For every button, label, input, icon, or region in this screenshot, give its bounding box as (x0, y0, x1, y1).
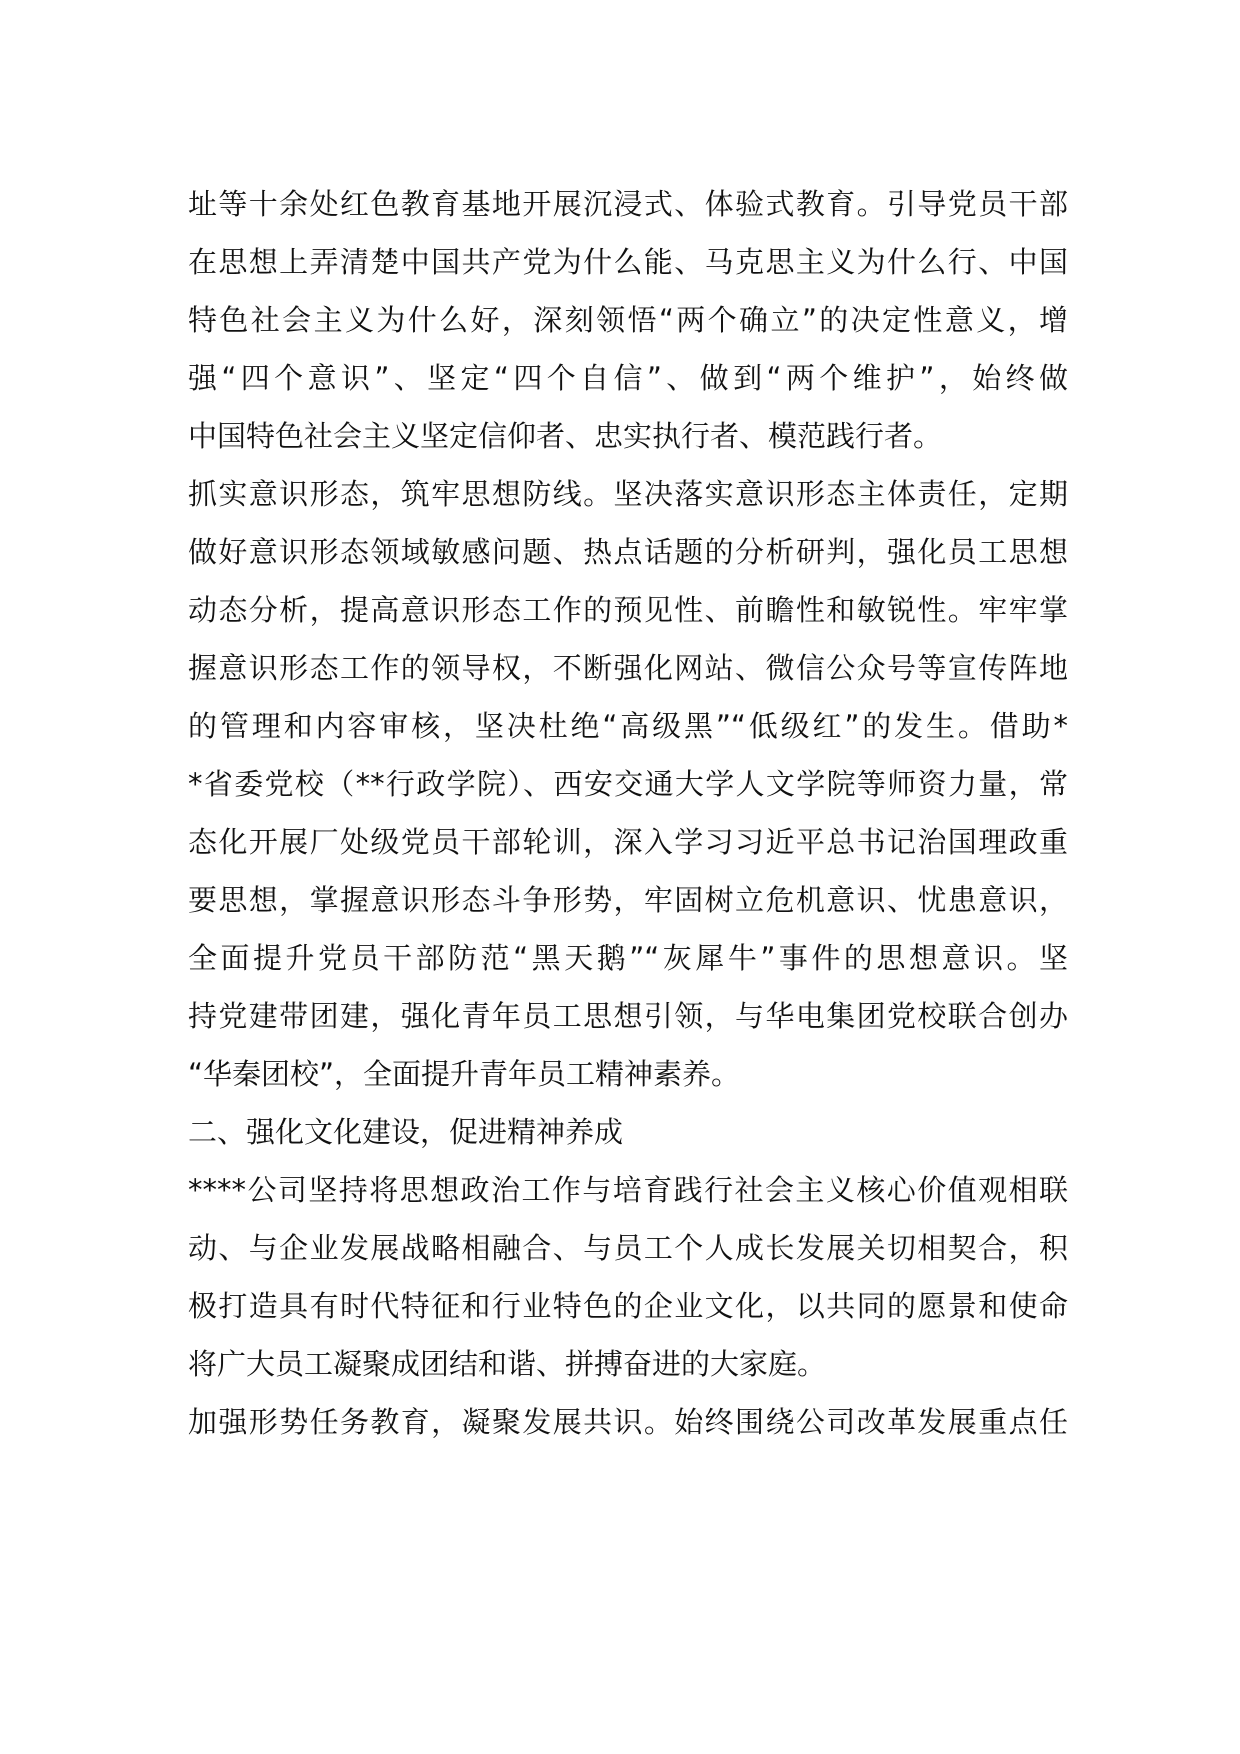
text-line: 握意识形态工作的领导权，不断强化网站、微信公众号等宣传阵地 (188, 651, 1068, 685)
text-line: 动、与企业发展战略相融合、与员工个人成长发展关切相契合，积 (188, 1231, 1068, 1265)
text-line: 址等十余处红色教育基地开展沉浸式、体验式教育。引导党员干部 (188, 187, 1068, 221)
text-line: 态化开展厂处级党员干部轮训，深入学习习近平总书记治国理政重 (188, 825, 1068, 859)
text-line: 在思想上弄清楚中国共产党为什么能、马克思主义为什么行、中国 (188, 245, 1068, 279)
text-line: 抓实意识形态，筑牢思想防线。坚决落实意识形态主体责任，定期 (188, 477, 1068, 511)
text-line: 动态分析，提高意识形态工作的预见性、前瞻性和敏锐性。牢牢掌 (188, 593, 1068, 627)
text-line: 做好意识形态领域敏感问题、热点话题的分析研判，强化员工思想 (188, 535, 1068, 569)
text-line: 特色社会主义为什么好，深刻领悟“两个确立”的决定性意义，增 (188, 303, 1068, 337)
text-line: 全面提升党员干部防范“黑天鹅”“灰犀牛”事件的思想意识。坚 (188, 941, 1068, 975)
text-line: 中国特色社会主义坚定信仰者、忠实执行者、模范践行者。 (188, 419, 943, 453)
text-line: 持党建带团建，强化青年员工思想引领，与华电集团党校联合创办 (188, 999, 1068, 1033)
text-line: 将广大员工凝聚成团结和谐、拼搏奋进的大家庭。 (188, 1347, 827, 1381)
text-line: ****公司坚持将思想政治工作与培育践行社会主义核心价值观相联 (188, 1173, 1068, 1207)
text-line: “华秦团校”，全面提升青年员工精神素养。 (188, 1057, 741, 1091)
section-heading: 二、强化文化建设，促进精神养成 (188, 1115, 624, 1149)
text-line: 加强形势任务教育，凝聚发展共识。始终围绕公司改革发展重点任 (188, 1405, 1068, 1439)
text-line: 极打造具有时代特征和行业特色的企业文化，以共同的愿景和使命 (188, 1289, 1068, 1323)
text-line: 要思想，掌握意识形态斗争形势，牢固树立危机意识、忧患意识， (188, 883, 1068, 917)
text-line: 的管理和内容审核，坚决杜绝“高级黑”“低级红”的发生。借助* (188, 709, 1068, 743)
text-line: 强“四个意识”、坚定“四个自信”、做到“两个维护”，始终做 (188, 361, 1068, 395)
text-line: *省委党校（**行政学院）、西安交通大学人文学院等师资力量，常 (188, 767, 1068, 801)
